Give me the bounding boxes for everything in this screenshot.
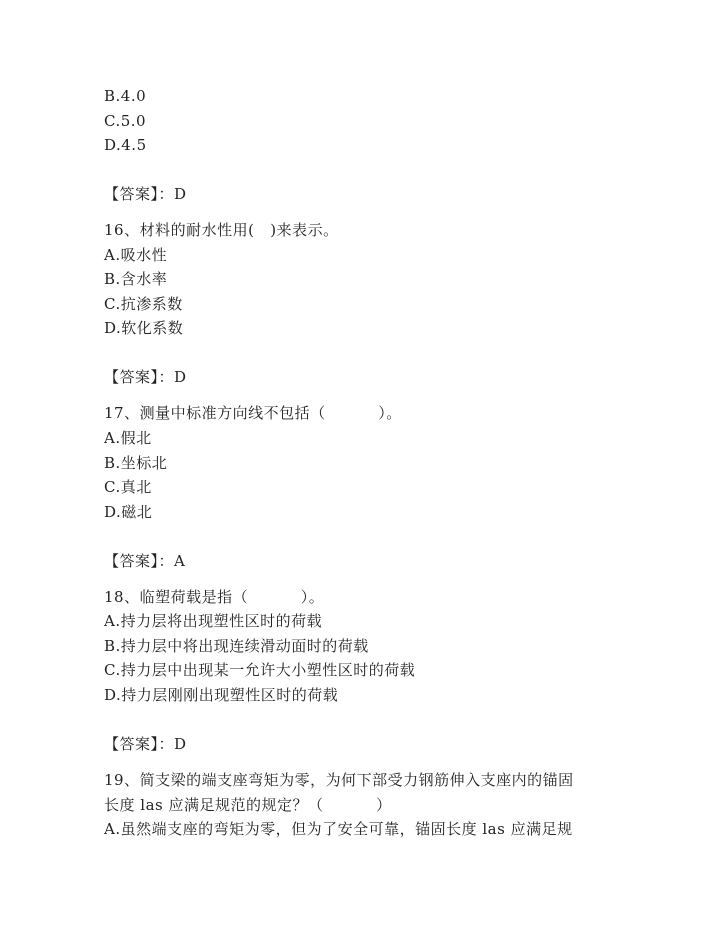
q16-option-b: B.含水率 [104,270,168,288]
q17-stem: 17、测量中标准方向线不包括（ ）。 [104,404,402,422]
q19-stem-line2: 长度 las 应满足规范的规定？（ ） [104,796,392,814]
q18-option-d: D.持力层刚刚出现塑性区时的荷载 [104,686,339,704]
q18-option-a: A.持力层将出现塑性区时的荷载 [104,612,323,630]
q16-option-d: D.软化系数 [104,319,184,337]
q19-stem-line1: 19、简支梁的端支座弯矩为零，为何下部受力钢筋伸入支座内的锚固 [104,771,574,789]
q15-option-b: B.4.0 [104,87,147,105]
q17-option-c: C.真北 [104,478,152,496]
q17-option-b: B.坐标北 [104,454,168,472]
q15-option-d: D.4.5 [104,136,147,154]
q18-answer: 【答案】：D [104,735,187,753]
q18-option-c: C.持力层中出现某一允许大小塑性区时的荷载 [104,661,416,679]
q16-stem: 16、材料的耐水性用( )来表示。 [104,221,339,239]
q19-option-a: A.虽然端支座的弯矩为零，但为了安全可靠，锚固长度 las 应满足规 [104,820,573,838]
q16-answer: 【答案】：D [104,368,187,386]
q15-option-c: C.5.0 [104,112,147,130]
q16-option-a: A.吸水性 [104,246,168,264]
q18-stem: 18、临塑荷载是指（ ）。 [104,588,325,606]
q18-option-b: B.持力层中将出现连续滑动面时的荷载 [104,637,369,655]
q17-option-d: D.磁北 [104,503,153,521]
q17-answer: 【答案】：A [104,552,186,570]
q15-answer: 【答案】：D [104,185,187,203]
q17-option-a: A.假北 [104,429,152,447]
q16-option-c: C.抗渗系数 [104,295,183,313]
